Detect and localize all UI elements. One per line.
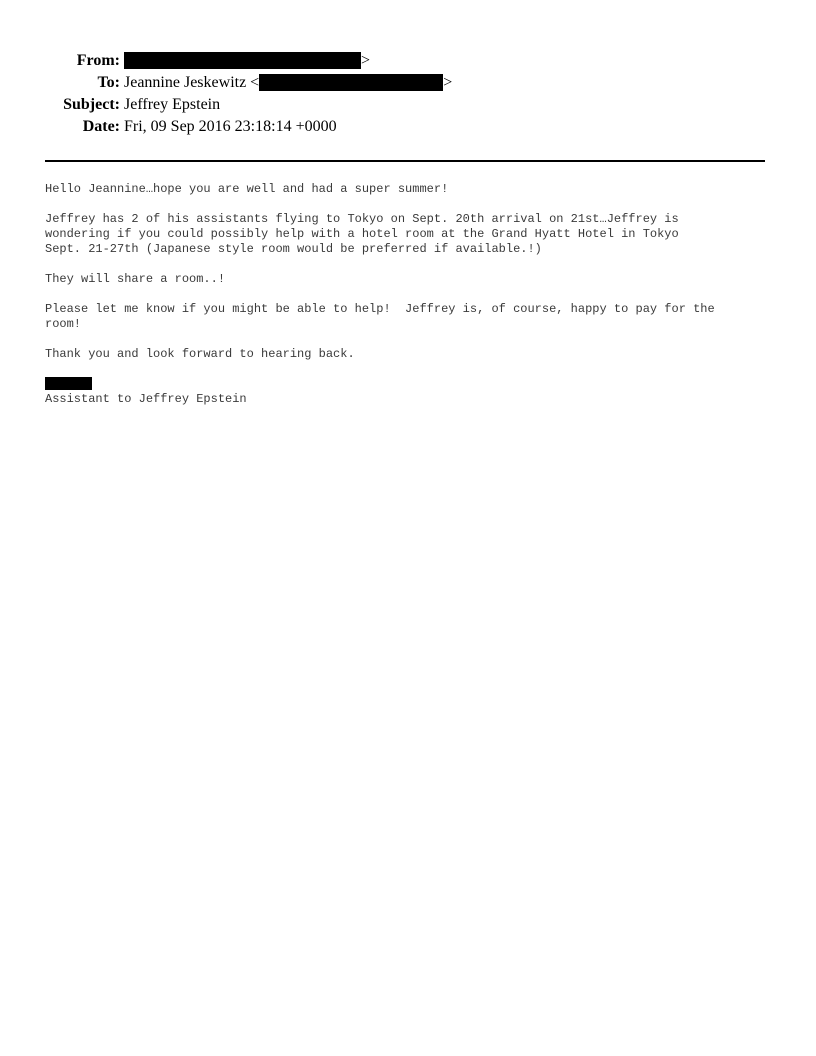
- redaction-box: [124, 52, 361, 69]
- from-row: [0, 50, 816, 72]
- thanks-paragraph: Thank you and look forward to hearing back.: [45, 347, 355, 361]
- subject-row: [0, 94, 816, 116]
- to-suffix: >: [443, 74, 453, 91]
- to-label: To:: [97, 74, 120, 91]
- email-header: [0, 50, 816, 138]
- signature-redaction-box: [45, 377, 92, 390]
- redaction-box: [259, 74, 443, 91]
- greeting-paragraph: Hello Jeannine…hope you are well and had a super summer!: [45, 182, 449, 196]
- email-body: [45, 182, 775, 407]
- share-room-paragraph: They will share a room..!: [45, 272, 226, 286]
- date-row: [0, 116, 816, 138]
- signature-title: Assistant to Jeffrey Epstein: [45, 392, 247, 406]
- date-label: Date:: [82, 118, 120, 135]
- header-divider: [45, 160, 765, 162]
- from-value: [124, 50, 370, 72]
- subject-value: Jeffrey Epstein: [124, 96, 221, 113]
- help-paragraph: Please let me know if you might be able to help! Jeffrey is, of course, happy to pay for the room!: [45, 302, 715, 331]
- to-row: [0, 72, 816, 94]
- signature: [45, 377, 775, 407]
- to-value: [124, 72, 452, 94]
- date-value: Fri, 09 Sep 2016 23:18:14 +0000: [124, 118, 337, 135]
- from-label: From:: [76, 52, 120, 69]
- subject-label: Subject:: [63, 96, 120, 113]
- from-suffix: >: [361, 52, 371, 69]
- to-name: Jeannine Jeskewitz <: [124, 74, 260, 91]
- request-paragraph: Jeffrey has 2 of his assistants flying to Tokyo on Sept. 20th arrival on 21st…Jeffrey is wondering if you could possibly help with a hotel room at the Grand Hyatt Hotel in Tokyo Sept. 21-27th (Japanese style room would be preferred if available.!): [45, 212, 679, 256]
